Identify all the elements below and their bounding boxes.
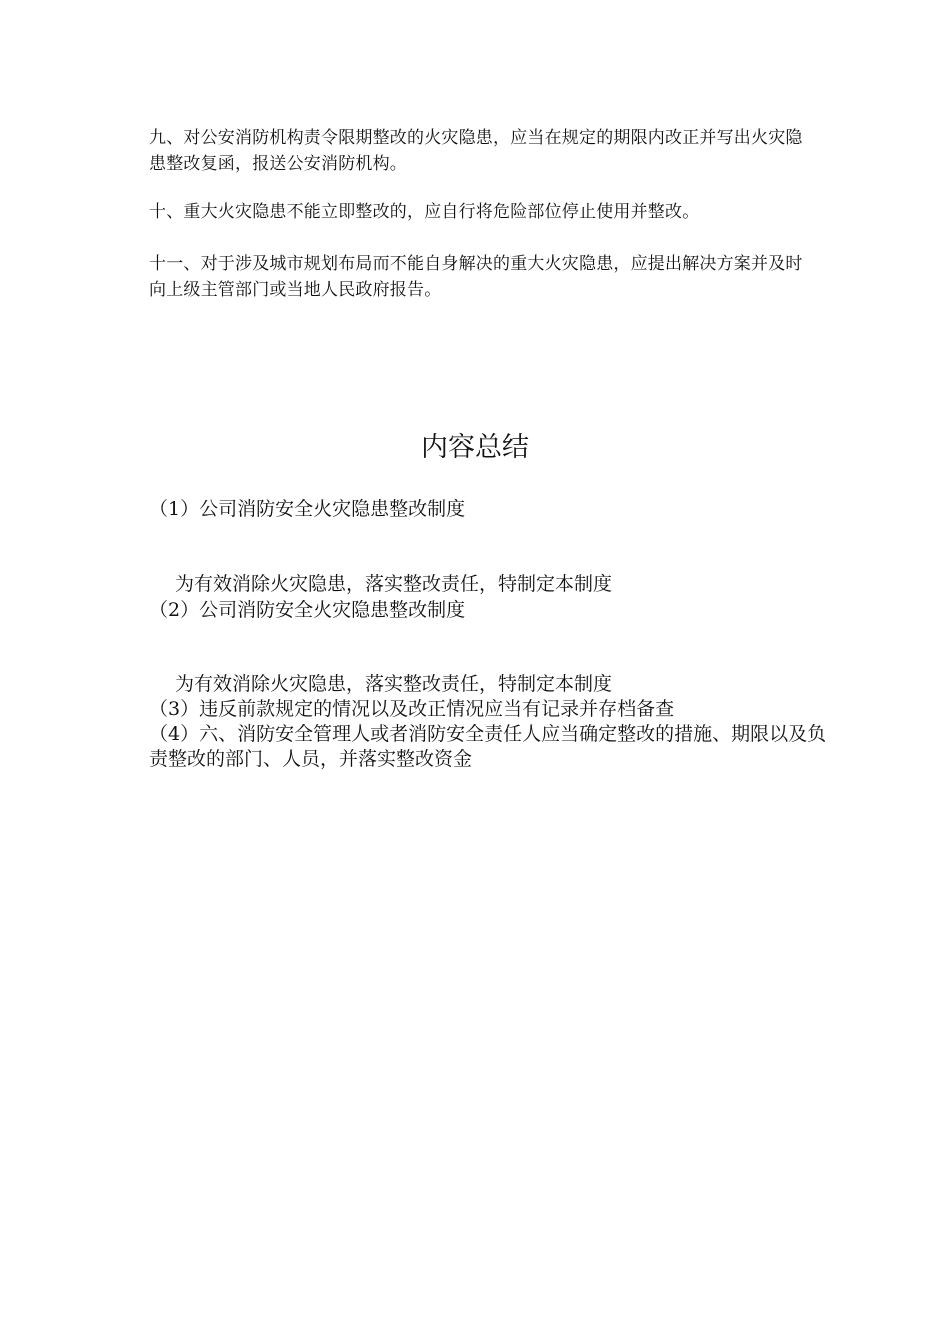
summary-item-4: （4）六、消防安全管理人或者消防安全责任人应当确定整改的措施、期限以及负责整改的部门、人员，并落实整改资金 — [149, 723, 827, 770]
summary-title: 内容总结 — [421, 432, 529, 463]
summary-item-2-detail: 为有效消除火灾隐患，落实整改责任，特制定本制度 — [175, 673, 613, 695]
summary-item-2: （2）公司消防安全火灾隐患整改制度 — [149, 599, 466, 621]
paragraph-ten: 十、重大火灾隐患不能立即整改的，应自行将危险部位停止使用并整改。 — [149, 202, 700, 222]
paragraph-eleven: 十一、对于涉及城市规划布局而不能自身解决的重大火灾隐患，应提出解决方案并及时向上级主管部门或当地人民政府报告。 — [149, 254, 803, 300]
summary-item-1: （1）公司消防安全火灾隐患整改制度 — [149, 498, 466, 520]
summary-item-3: （3）违反前款规定的情况以及改正情况应当有记录并存档备查 — [149, 698, 675, 720]
paragraph-nine: 九、对公安消防机构责令限期整改的火灾隐患，应当在规定的期限内改正并写出火灾隐患整改复函，报送公安消防机构。 — [149, 128, 803, 174]
summary-item-1-detail: 为有效消除火灾隐患，落实整改责任，特制定本制度 — [175, 573, 613, 595]
